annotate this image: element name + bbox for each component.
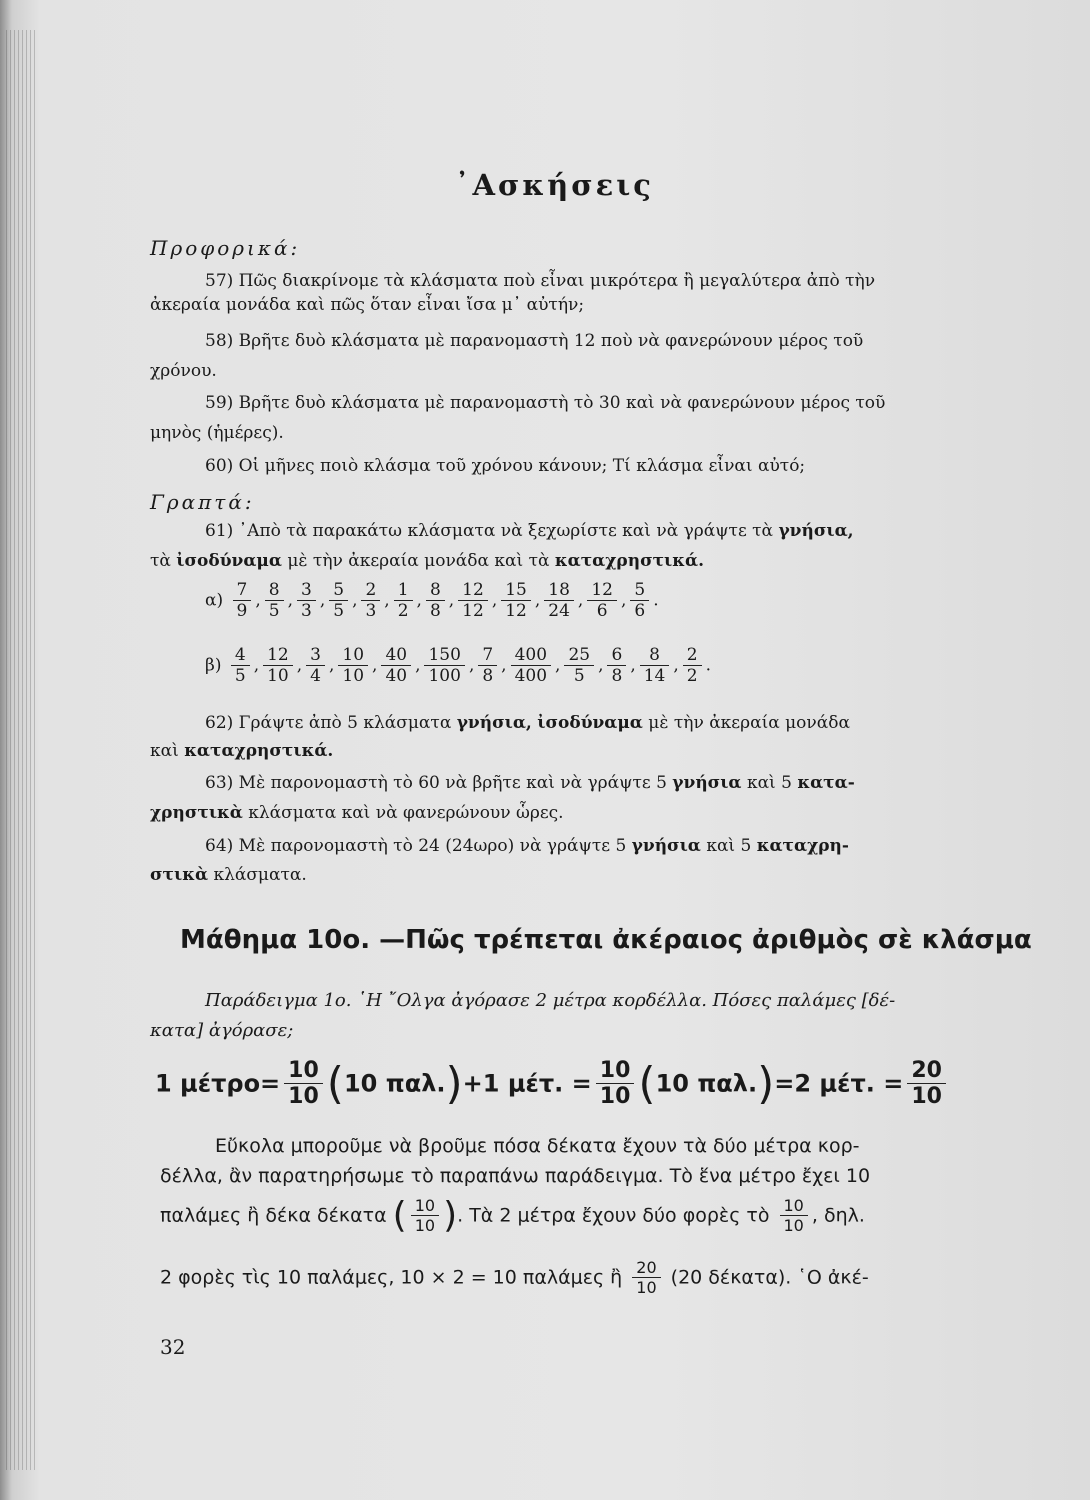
row-b-denominator: 400 xyxy=(514,666,548,686)
row-a-denominator: 5 xyxy=(333,601,345,621)
eq-f3-num: 20 xyxy=(907,1058,946,1084)
row-b-separator: , xyxy=(296,655,303,676)
row-b-separator: , xyxy=(673,655,679,676)
row-a-denominator: 24 xyxy=(548,601,570,621)
row-a-denominator: 12 xyxy=(462,601,484,621)
exercise-63-line1 xyxy=(205,772,855,794)
exercise-62-bold2: ἰσοδύναμα xyxy=(537,713,643,733)
row-a-numerator: 18 xyxy=(544,580,574,601)
fraction-row-b xyxy=(205,645,711,686)
row-a-fraction xyxy=(544,580,574,621)
row-a-separator: , xyxy=(255,590,261,611)
row-a-separator: , xyxy=(448,590,455,611)
exercise-61-line1 xyxy=(205,520,854,542)
row-b-separator: , xyxy=(468,655,475,676)
row-b-fraction xyxy=(564,645,594,686)
exercise-59-line1: 59) Βρῆτε δυὸ κλάσματα μὲ παρανομαστὴ τὸ 30 καὶ νὰ φανερώνουν μέρος τοῦ xyxy=(205,393,886,413)
row-b-numerator: 3 xyxy=(306,645,325,666)
row-b-denominator: 8 xyxy=(611,666,623,686)
exercise-64-line2 xyxy=(150,864,307,886)
row-b-numerator: 40 xyxy=(381,645,411,666)
exercise-58-line2: χρόνου. xyxy=(150,361,217,381)
row-b-fractions xyxy=(227,645,711,686)
fraction-row-a xyxy=(205,580,659,621)
row-a-fraction xyxy=(630,580,649,621)
exercise-64-bold3: στικὰ xyxy=(150,865,209,885)
row-a-separator: , xyxy=(491,590,498,611)
paren-close-2: ) xyxy=(757,1058,775,1109)
p3-frac-num: 10 xyxy=(411,1196,439,1216)
row-b-label: β) xyxy=(205,655,222,676)
row-a-separator: , xyxy=(319,590,326,611)
exercise-64-bold1: γνήσια xyxy=(631,836,701,856)
exercise-62-bold1: γνήσια, xyxy=(456,713,532,733)
row-b-denominator: 14 xyxy=(643,666,666,686)
paren-close: ) xyxy=(445,1058,463,1109)
paragraph-line3 xyxy=(160,1195,865,1236)
row-a-label: α) xyxy=(205,590,224,611)
exercise-62-text3: καὶ xyxy=(150,741,179,761)
p3-fraction xyxy=(411,1196,439,1235)
exercise-61-bold-genuine: γνήσια, xyxy=(778,521,854,541)
row-a-fraction xyxy=(329,580,348,621)
row-a-separator: , xyxy=(577,590,584,611)
row-a-numerator: 7 xyxy=(233,580,252,601)
row-a-numerator: 12 xyxy=(587,580,617,601)
row-b-fraction xyxy=(306,645,325,686)
row-a-denominator: 6 xyxy=(634,601,646,621)
exercise-62-bold3: καταχρηστικά. xyxy=(184,741,334,761)
p3-text: παλάμες ἢ δέκα δέκατα xyxy=(160,1204,387,1227)
row-b-separator: , xyxy=(415,655,421,676)
exercise-64-text3: κλάσματα. xyxy=(213,865,307,885)
row-a-fraction xyxy=(233,580,252,621)
exercise-62-text2: μὲ τὴν ἀκεραία μονάδα xyxy=(648,713,850,733)
exercise-63-bold1: γνήσια xyxy=(672,773,742,793)
eq-fraction-1 xyxy=(284,1058,323,1109)
p4-fraction xyxy=(632,1258,660,1297)
row-b-numerator: 2 xyxy=(683,645,702,666)
oral-heading: Προφορικά: xyxy=(150,236,301,260)
row-b-denominator: 8 xyxy=(482,666,494,686)
row-a-fraction xyxy=(297,580,316,621)
row-a-numerator: 2 xyxy=(361,580,380,601)
lesson-title: Μάθημα 10ο. —Πῶς τρέπεται ἀκέραιος ἀριθμὸς σὲ κλάσμα xyxy=(180,925,1032,955)
row-b-fraction xyxy=(381,645,411,686)
row-a-fractions xyxy=(229,580,659,621)
row-b-separator: , xyxy=(372,655,378,676)
row-a-denominator: 6 xyxy=(596,601,608,621)
row-b-numerator: 6 xyxy=(607,645,626,666)
row-a-numerator: 8 xyxy=(265,580,284,601)
exercise-63-text: 63) Μὲ παρονομαστὴ τὸ 60 νὰ βρῆτε καὶ νὰ γράψτε 5 xyxy=(205,773,667,793)
row-b-separator: , xyxy=(501,655,507,676)
row-a-fraction xyxy=(394,580,413,621)
row-b-denominator: 100 xyxy=(428,666,461,686)
eq-part-a: 1 μέτρο= xyxy=(155,1069,281,1098)
row-a-fraction xyxy=(587,580,617,621)
row-a-numerator: 5 xyxy=(630,580,649,601)
eq-f3-den: 10 xyxy=(911,1084,942,1109)
row-b-separator: , xyxy=(630,655,636,676)
exercise-63-bold2: κατα- xyxy=(797,773,855,793)
exercise-61-text3: μὲ τὴν ἀκεραία μονάδα καὶ τὰ xyxy=(287,551,550,571)
row-a-denominator: 9 xyxy=(236,601,248,621)
exercise-61-text2: τὰ xyxy=(150,551,171,571)
exercise-64-line1 xyxy=(205,835,849,857)
row-a-separator: , xyxy=(384,590,390,611)
row-a-numerator: 1 xyxy=(394,580,413,601)
eq-f2-den: 10 xyxy=(599,1084,631,1109)
example-line1: Παράδειγμα 1ο. ῾Η ῎Ολγα ἀγόρασε 2 μέτρα κορδέλλα. Πόσες παλάμες [δέ- xyxy=(205,990,896,1011)
row-b-fraction xyxy=(338,645,368,686)
row-a-fraction xyxy=(501,580,531,621)
p4-frac-num: 20 xyxy=(632,1258,660,1278)
row-b-numerator: 12 xyxy=(263,645,293,666)
row-a-separator: , xyxy=(416,590,422,611)
row-a-separator: , xyxy=(287,590,293,611)
row-a-separator: , xyxy=(620,590,627,611)
row-a-numerator: 15 xyxy=(501,580,531,601)
row-b-numerator: 7 xyxy=(478,645,497,666)
paragraph-line4 xyxy=(160,1258,869,1297)
page-title: ᾿Ασκήσεις xyxy=(455,168,654,202)
row-b-numerator: 4 xyxy=(231,645,250,666)
p3-text2: . Τὰ 2 μέτρα ἔχουν δύο φορὲς τὸ xyxy=(457,1204,770,1227)
exercise-64-text: 64) Μὲ παρονομαστὴ τὸ 24 (24ωρο) νὰ γράψτε 5 xyxy=(205,836,627,856)
exercise-61-bold-improper: καταχρηστικά. xyxy=(554,551,705,571)
exercise-59-line2: μηνὸς (ἡμέρες). xyxy=(150,423,284,443)
eq-fraction-3 xyxy=(907,1058,946,1109)
exercise-60: 60) Οἱ μῆνες ποιὸ κλάσμα τοῦ χρόνου κάνουν; Τί κλάσμα εἶναι αὐτό; xyxy=(205,456,806,476)
exercise-63-text3: κλάσματα καὶ νὰ φανερώνουν ὧρες. xyxy=(248,803,564,823)
row-a-denominator: 8 xyxy=(429,601,441,621)
page-edge-stack xyxy=(6,30,36,1470)
p4-frac-den: 10 xyxy=(636,1278,657,1297)
eq-part-b: 10 παλ. xyxy=(343,1069,446,1098)
exercise-58-line1: 58) Βρῆτε δυὸ κλάσματα μὲ παρανομαστὴ 12 ποὺ νὰ φανερώνουν μέρος τοῦ xyxy=(205,331,864,351)
row-b-denominator: 10 xyxy=(342,666,365,686)
eq-f1-den: 10 xyxy=(288,1084,319,1109)
row-b-denominator: 5 xyxy=(573,666,585,686)
row-a-separator: . xyxy=(653,590,659,611)
row-b-denominator: 2 xyxy=(686,666,698,686)
row-b-numerator: 25 xyxy=(564,645,594,666)
paren-open: ( xyxy=(326,1058,344,1109)
exercise-63-text2: καὶ 5 xyxy=(746,773,792,793)
row-b-numerator: 8 xyxy=(640,645,670,666)
row-b-fraction xyxy=(607,645,626,686)
row-a-numerator: 3 xyxy=(297,580,316,601)
exercise-61-line2 xyxy=(150,550,704,572)
eq-part-d: 10 παλ. xyxy=(655,1069,758,1098)
row-b-separator: , xyxy=(328,655,335,676)
row-a-separator: , xyxy=(352,590,358,611)
row-b-denominator: 5 xyxy=(234,666,246,686)
example-line2: κατα] ἀγόρασε; xyxy=(150,1020,294,1041)
p4-text2: (20 δέκατα). ῾Ο ἀκέ- xyxy=(670,1266,869,1289)
eq-part-e: =2 μέτ. = xyxy=(774,1069,904,1098)
exercise-62-text: 62) Γράψτε ἀπὸ 5 κλάσματα xyxy=(205,713,452,733)
row-a-fraction xyxy=(426,580,445,621)
exercise-62-line1 xyxy=(205,712,850,734)
exercise-62-line2 xyxy=(150,740,333,762)
row-b-fraction xyxy=(478,645,497,686)
eq-fraction-2 xyxy=(596,1058,635,1109)
row-b-numerator: 400 xyxy=(511,645,551,666)
p3-fraction-2 xyxy=(780,1196,808,1235)
p3-frac2-den: 10 xyxy=(783,1216,804,1235)
row-a-numerator: 5 xyxy=(329,580,348,601)
p3-frac-den: 10 xyxy=(414,1216,436,1235)
row-a-denominator: 2 xyxy=(397,601,409,621)
exercise-63-bold3: χρηστικὰ xyxy=(150,803,243,823)
row-b-fraction xyxy=(424,645,464,686)
row-b-fraction xyxy=(683,645,702,686)
eq-f1-num: 10 xyxy=(284,1058,323,1084)
row-a-fraction xyxy=(265,580,284,621)
paren-open-2: ( xyxy=(638,1058,656,1109)
written-heading: Γραπτά: xyxy=(150,490,255,514)
p3-paren-close: ) xyxy=(443,1195,458,1236)
row-a-denominator: 3 xyxy=(301,601,312,621)
row-a-numerator: 12 xyxy=(458,580,488,601)
row-a-denominator: 12 xyxy=(505,601,527,621)
row-b-denominator: 40 xyxy=(385,666,408,686)
example-equation xyxy=(155,1058,950,1109)
exercise-57-line1: 57) Πῶς διακρίνομε τὰ κλάσματα ποὺ εἶναι μικρότερα ἢ μεγαλύτερα ἀπὸ τὴν xyxy=(205,271,876,291)
row-a-denominator: 3 xyxy=(365,601,377,621)
row-b-fraction xyxy=(640,645,670,686)
row-b-separator: . xyxy=(705,655,711,676)
row-b-denominator: 10 xyxy=(267,666,289,686)
row-a-denominator: 5 xyxy=(268,601,280,621)
row-a-fraction xyxy=(458,580,488,621)
p3-frac2-num: 10 xyxy=(780,1196,808,1216)
exercise-64-bold2: καταχρη- xyxy=(756,836,849,856)
row-b-separator: , xyxy=(598,655,604,676)
eq-f2-num: 10 xyxy=(596,1058,635,1084)
exercise-61-text: 61) ᾿Απὸ τὰ παρακάτω κλάσματα νὰ ξεχωρίστε καὶ νὰ γράψτε τὰ xyxy=(205,521,774,541)
row-b-fraction xyxy=(511,645,551,686)
exercise-64-text2: καὶ 5 xyxy=(706,836,752,856)
page-number: 32 xyxy=(160,1335,186,1359)
exercise-61-bold-equivalent: ἰσοδύναμα xyxy=(176,551,282,571)
row-b-denominator: 4 xyxy=(310,666,321,686)
row-a-fraction xyxy=(361,580,380,621)
row-a-numerator: 8 xyxy=(426,580,445,601)
row-b-separator: , xyxy=(253,655,260,676)
p3-paren-open: ( xyxy=(392,1195,407,1236)
row-a-separator: , xyxy=(534,590,541,611)
row-b-separator: , xyxy=(555,655,561,676)
paragraph-line1: Εὔκολα μποροῦμε νὰ βροῦμε πόσα δέκατα ἔχουν τὰ δύο μέτρα κορ- xyxy=(215,1135,860,1157)
eq-part-c: +1 μέτ. = xyxy=(462,1069,592,1098)
row-b-fraction xyxy=(263,645,293,686)
row-b-fraction xyxy=(231,645,250,686)
exercise-57-line2: ἀκεραία μονάδα καὶ πῶς ὅταν εἶναι ἴσα μ᾿ αὐτήν; xyxy=(150,295,585,315)
row-b-numerator: 10 xyxy=(338,645,368,666)
p4-text: 2 φορὲς τὶς 10 παλάμες, 10 × 2 = 10 παλάμες ἢ xyxy=(160,1266,623,1289)
exercise-63-line2 xyxy=(150,802,564,824)
row-b-numerator: 150 xyxy=(424,645,464,666)
paragraph-line2: δέλλα, ἂν παρατηρήσωμε τὸ παραπάνω παράδειγμα. Τὸ ἕνα μέτρο ἔχει 10 xyxy=(160,1165,871,1187)
p3-text3: , δηλ. xyxy=(811,1204,865,1227)
